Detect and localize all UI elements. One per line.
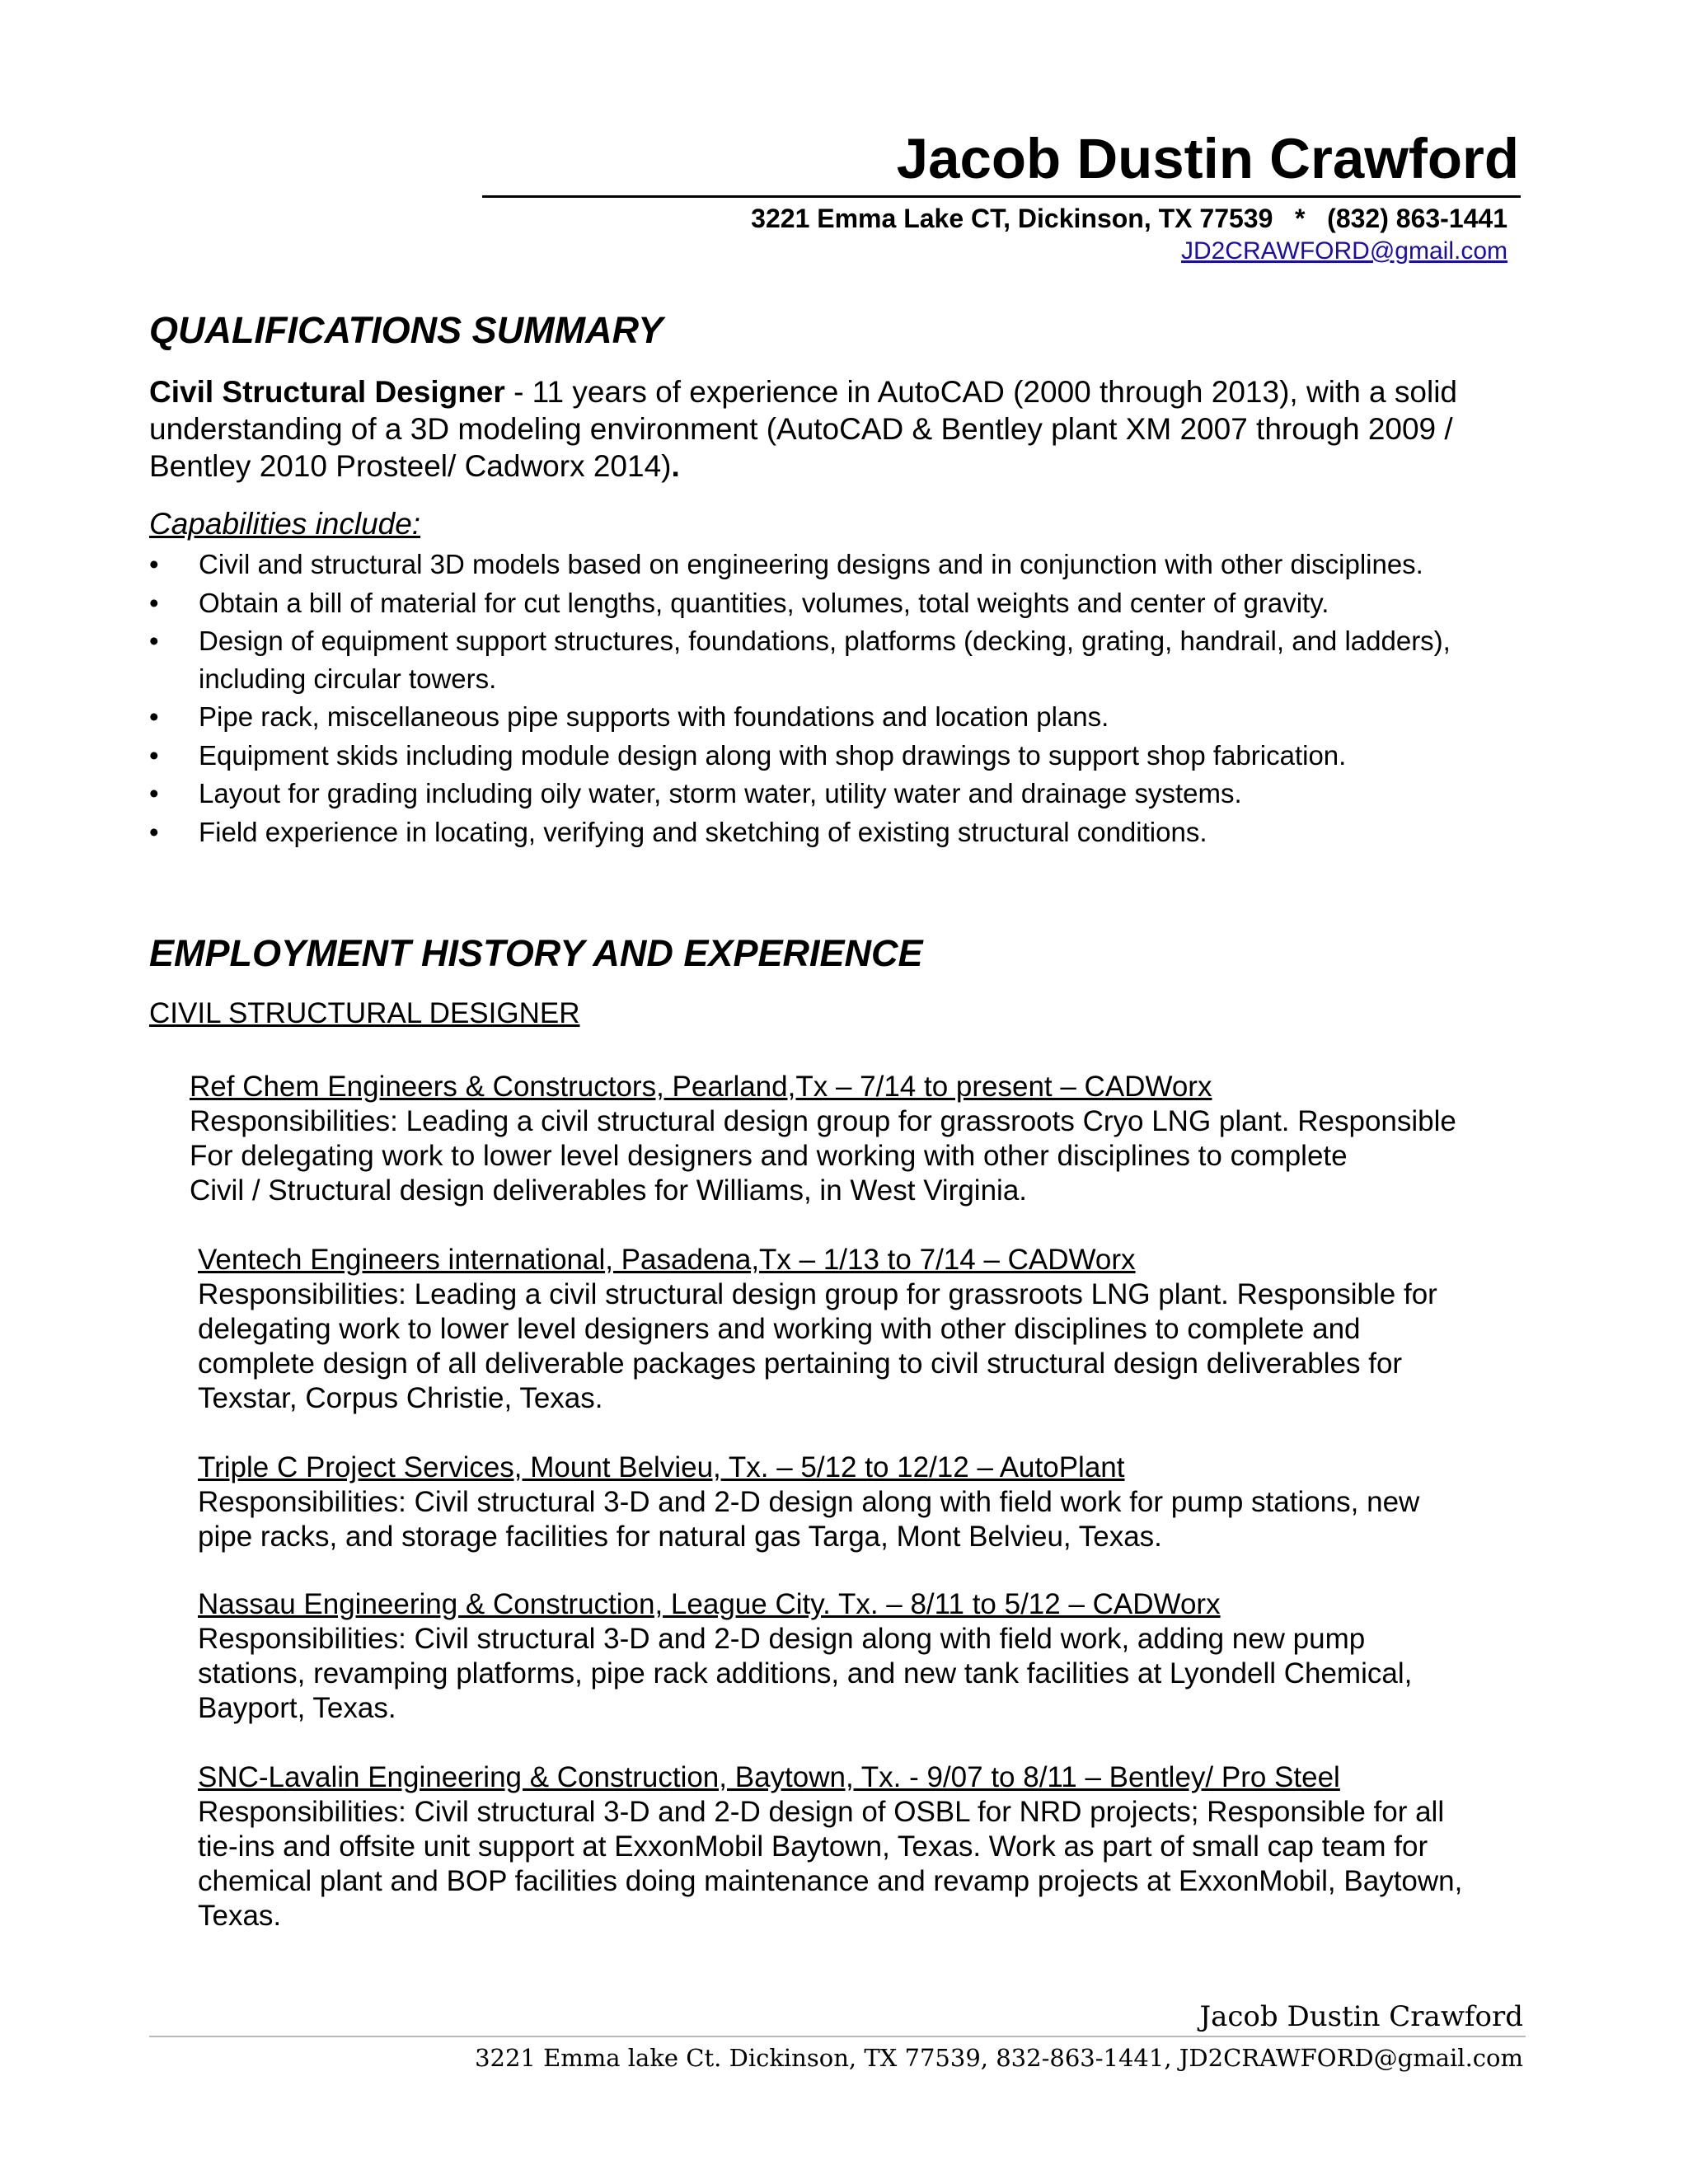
job-entry-ref-chem [190, 1070, 1574, 1208]
job-entry-nassau [198, 1587, 1582, 1726]
job-line: Responsibilities: Leading a civil structural design group for grassroots LNG plant. Responsible for [198, 1278, 1437, 1310]
bullet-icon: • [149, 739, 159, 771]
job-line: Texas. [198, 1900, 282, 1932]
footer-contact: 3221 Emma lake Ct. Dickinson, TX 77539, 832-863-1441, JD2CRAWFORD@gmail.com [475, 2044, 1523, 2072]
job-line: Texstar, Corpus Christie, Texas. [198, 1382, 603, 1414]
job-line: Responsibilities: Civil structural 3-D and 2-D design along with field work, adding new pump [198, 1623, 1366, 1655]
capability-text: Layout for grading including oily water, storm water, utility water and drainage systems. [199, 778, 1242, 808]
job-line: For delegating work to lower level designers and working with other disciplines to complete [190, 1140, 1348, 1172]
list-item [149, 813, 1501, 851]
job-line: pipe racks, and storage facilities for natural gas Targa, Mont Belvieu, Texas. [198, 1521, 1162, 1553]
applicant-name: Jacob Dustin Crawford [896, 127, 1519, 190]
capabilities-list [149, 546, 1501, 851]
job-heading: SNC-Lavalin Engineering & Construction, Baytown, Tx. - 9/07 to 8/11 – Bentley/ Pro Steel [198, 1761, 1340, 1793]
job-entry-ventech [198, 1243, 1582, 1416]
employment-heading: EMPLOYMENT HISTORY AND EXPERIENCE [149, 932, 923, 974]
capability-text: Field experience in locating, verifying and sketching of existing structural conditions. [199, 816, 1207, 847]
capability-text: Civil and structural 3D models based on engineering designs and in conjunction with other disciplines. [199, 549, 1423, 579]
bullet-icon: • [149, 701, 159, 732]
job-line: chemical plant and BOP facilities doing maintenance and revamp projects at ExxonMobil, Baytown, [198, 1865, 1463, 1897]
job-entry-snc-lavalin [198, 1760, 1582, 1933]
summary-text: - 11 years of experience in AutoCAD (2000 through 2013), with a solid understanding of a 3D modeling environment (AutoCAD & Bentley plant XM 2007 through 2009 / Bentley 2010 Prosteel/ Cadworx 2014) [149, 375, 1457, 483]
footer-name: Jacob Dustin Crawford [1199, 2000, 1523, 2033]
qualifications-heading: QUALIFICATIONS SUMMARY [149, 309, 663, 351]
capability-text: Obtain a bill of material for cut lengths, quantities, volumes, total weights and center of gravity. [199, 587, 1329, 618]
job-line: Civil / Structural design deliverables for Williams, in West Virginia. [190, 1174, 1028, 1207]
header-divider [482, 195, 1521, 198]
job-heading: Ventech Engineers international, Pasadena,Tx – 1/13 to 7/14 – CADWorx [198, 1244, 1136, 1276]
job-line: tie-ins and offsite unit support at ExxonMobil Baytown, Texas. Work as part of small cap team for [198, 1830, 1428, 1863]
role-title: CIVIL STRUCTURAL DESIGNER [149, 997, 580, 1029]
summary-lead: Civil Structural Designer [149, 375, 505, 409]
job-line: Responsibilities: Civil structural 3-D and 2-D design of OSBL for NRD projects; Responsible for all [198, 1796, 1445, 1828]
footer-divider [149, 2036, 1526, 2037]
capability-text: Equipment skids including module design along with shop drawings to support shop fabrication. [199, 739, 1347, 771]
summary-end: . [671, 449, 680, 483]
job-heading: Nassau Engineering & Construction, League City. Tx. – 8/11 to 5/12 – CADWorx [198, 1588, 1221, 1620]
job-line: Responsibilities: Leading a civil structural design group for grassroots Cryo LNG plant. Responsible [190, 1105, 1456, 1137]
job-entry-triple-c [198, 1451, 1582, 1554]
job-heading: Ref Chem Engineers & Constructors, Pearland,Tx – 7/14 to present – CADWorx [190, 1071, 1212, 1103]
job-line: stations, revamping platforms, pipe rack additions, and new tank facilities at Lyondell Chemical, [198, 1657, 1413, 1690]
job-line: delegating work to lower level designers and working with other disciplines to complete and [198, 1313, 1361, 1345]
qualifications-summary [149, 373, 1517, 485]
job-line: Bayport, Texas. [198, 1692, 396, 1724]
bullet-icon: • [149, 549, 159, 579]
capabilities-heading: Capabilities include: [149, 507, 421, 541]
bullet-icon: • [149, 778, 159, 808]
job-line: complete design of all deliverable packages pertaining to civil structural design deliverables for [198, 1347, 1403, 1380]
contact-address-phone: 3221 Emma Lake CT, Dickinson, TX 77539 * (832) 863-1441 [751, 204, 1507, 233]
list-item [149, 546, 1501, 583]
list-item [149, 698, 1501, 736]
capability-text: Pipe rack, miscellaneous pipe supports with foundations and location plans. [199, 701, 1109, 732]
email-link[interactable]: JD2CRAWFORD@gmail.com [1180, 237, 1507, 265]
bullet-icon: • [149, 587, 159, 618]
list-item [149, 737, 1501, 775]
capability-text: Design of equipment support structures, foundations, platforms (decking, grating, handrail, and ladders), including circular towers. [199, 626, 1451, 694]
bullet-icon: • [149, 626, 159, 656]
list-item [149, 622, 1501, 697]
job-heading: Triple C Project Services, Mount Belvieu, Tx. – 5/12 to 12/12 – AutoPlant [198, 1451, 1125, 1483]
job-line: Responsibilities: Civil structural 3-D and 2-D design along with field work for pump stations, new [198, 1486, 1420, 1518]
bullet-icon: • [149, 816, 159, 847]
list-item [149, 775, 1501, 813]
list-item [149, 584, 1501, 622]
